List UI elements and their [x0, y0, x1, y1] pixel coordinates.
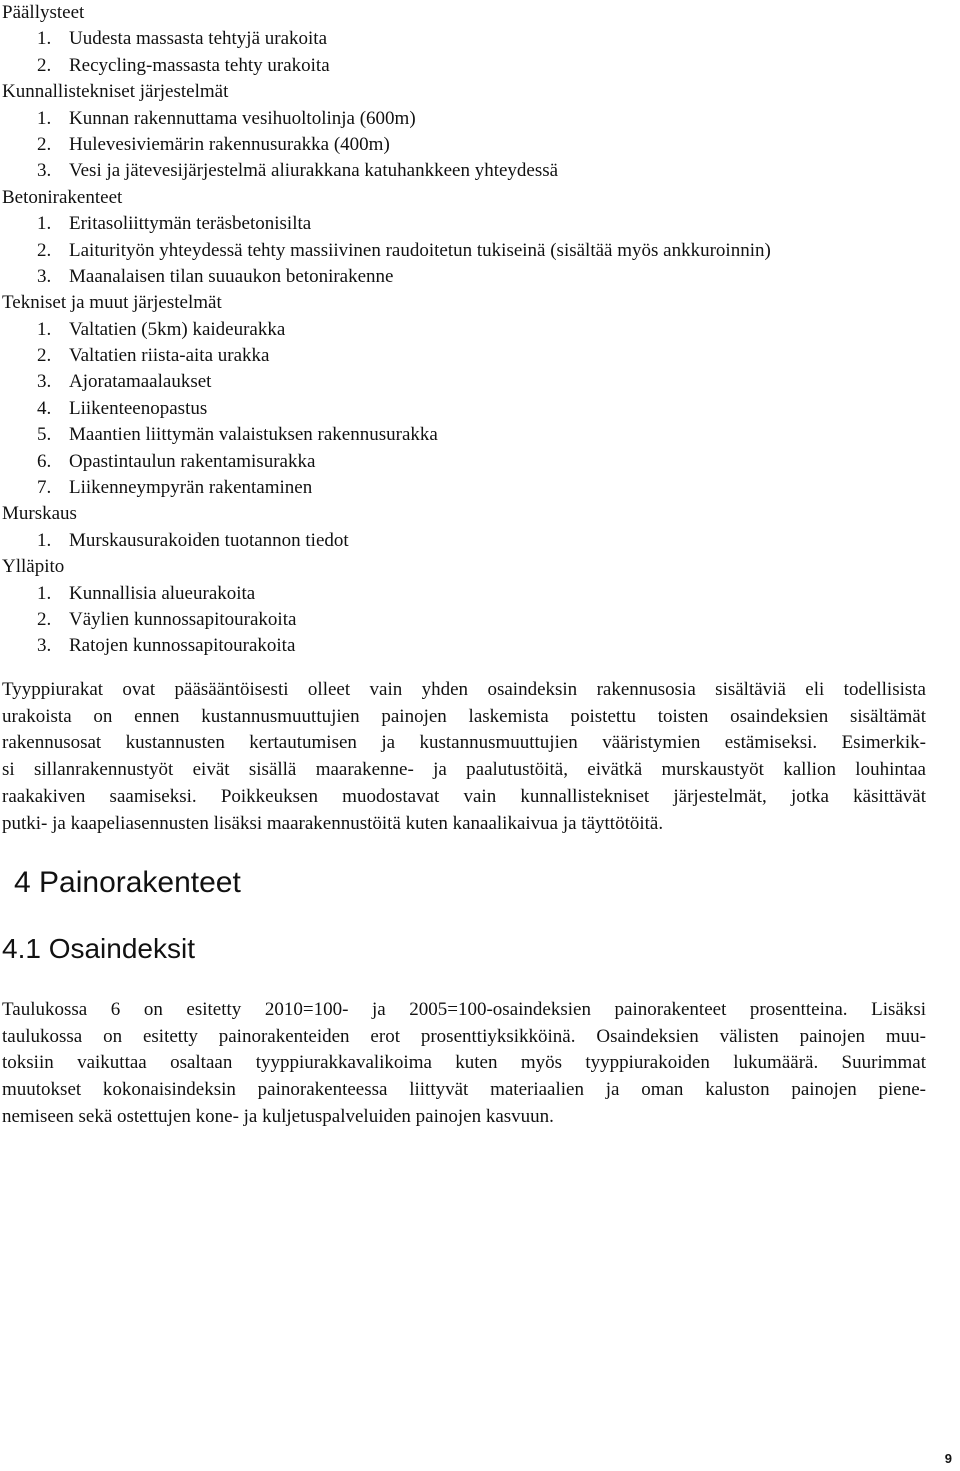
list-item: [2, 264, 771, 290]
list-item: [2, 238, 771, 264]
paragraph-line: nemiseen sekä ostettujen kone- ja kuljetuspalveluiden painojen kasvuun.: [2, 1105, 554, 1127]
list-item: [2, 369, 771, 395]
list-item-number: 2.: [37, 54, 52, 76]
paragraph-line: putki- ja kaapeliasennusten lisäksi maarakennustöitä kuten kanaalikaivua ja täyttötöitä.: [2, 812, 664, 834]
list-item-text: Väylien kunnossapitourakoita: [69, 608, 297, 630]
list-item-text: Uudesta massasta tehtyjä urakoita: [69, 28, 328, 50]
list-item-number: 1.: [37, 529, 52, 551]
list-heading: Betonirakenteet: [2, 186, 123, 208]
list-item-number: 7.: [37, 477, 52, 499]
list-heading: Päällysteet: [2, 2, 85, 23]
list-item-text: Maantien liittymän valaistuksen rakennusurakka: [69, 424, 438, 446]
list-item-number: 1.: [37, 318, 52, 340]
list-item: [2, 158, 771, 184]
list-item-number: 1.: [37, 213, 52, 235]
list-item-text: Murskausurakoiden tuotannon tiedot: [69, 529, 349, 551]
list-item-number: 4.: [37, 397, 52, 419]
list-item: [2, 581, 771, 607]
list-item: [2, 26, 771, 52]
subsection-heading: 4.1 Osaindeksit: [2, 933, 195, 964]
list-item: [2, 528, 771, 554]
list-item: [2, 422, 771, 448]
paragraph-line: toksiin vaikuttaa osaltaan tyyppiurakkavalikoima kuten myös tyyppiurakoiden lukumäärä. Suurimmat: [2, 1052, 926, 1074]
paragraph-line: si sillanrakennustyöt eivät sisällä maarakenne- ja paalutustöitä, eivätkä murskaustyöt kallion louhintaa: [2, 759, 926, 781]
list-item-text: Liikenneympyrän rakentaminen: [69, 477, 313, 499]
paragraph-line: raakakiven saamiseksi. Poikkeuksen muodostavat vain kunnallistekniset järjestelmät, jotka käsittävät: [2, 785, 926, 807]
list-item-number: 1.: [37, 28, 52, 50]
body-paragraph-1: [2, 677, 926, 837]
list-item-number: 2.: [37, 345, 52, 367]
list-item: [2, 633, 771, 659]
list-item-text: Maanalaisen tilan suuaukon betonirakenne: [69, 265, 394, 287]
list-item-text: Recycling-massasta tehty urakoita: [69, 54, 330, 76]
list-item: [2, 106, 771, 132]
list-heading: Kunnallistekniset järjestelmät: [2, 81, 229, 103]
list-item-text: Valtatien (5km) kaideurakka: [69, 318, 286, 340]
list-item: [2, 449, 771, 475]
list-item-number: 3.: [37, 160, 52, 182]
list-item-number: 2.: [37, 239, 52, 261]
list-item-text: Liikenteenopastus: [69, 397, 208, 419]
list-item-text: Vesi ja jätevesijärjestelmä aliurakkana katuhankkeen yhteydessä: [69, 160, 559, 182]
list-item-number: 3.: [37, 265, 52, 287]
list-item-number: 6.: [37, 450, 52, 472]
list-item-text: Kunnan rakennuttama vesihuoltolinja (600m): [69, 107, 416, 129]
list-item: [2, 343, 771, 369]
list-item-text: Valtatien riista-aita urakka: [69, 345, 270, 367]
list-item-number: 1.: [37, 582, 52, 604]
list-heading: Murskaus: [2, 503, 77, 525]
list-item: [2, 607, 771, 633]
list-item-number: 1.: [37, 107, 52, 129]
paragraph-line: rakennusosat kustannusten kertautumisen ja kustannusmuuttujien vääristymien estämiseksi. Esimerkik-: [2, 732, 926, 754]
page-number: 9: [944, 1451, 952, 1466]
list-item-text: Hulevesiviemärin rakennusurakka (400m): [69, 133, 390, 155]
list-item: [2, 211, 771, 237]
list-item: [2, 475, 771, 501]
list-item-text: Kunnallisia alueurakoita: [69, 582, 256, 604]
paragraph-line: muutokset kokonaisindeksin painorakenteessa liittyvät materiaalien ja oman kaluston painojen piene-: [2, 1079, 926, 1101]
list-item-number: 5.: [37, 424, 52, 446]
section-heading: 4 Painorakenteet: [14, 866, 241, 899]
list-item-text: Ajoratamaalaukset: [69, 371, 212, 393]
list-item: [2, 396, 771, 422]
list-item: [2, 53, 771, 79]
paragraph-line: Tyyppiurakat ovat pääsääntöisesti olleet vain yhden osaindeksin rakennusosia sisältäviä eli todellisista: [2, 679, 926, 700]
list-item: [2, 317, 771, 343]
body-paragraph-2: [2, 997, 926, 1131]
list-heading: Ylläpito: [2, 556, 65, 578]
list-item-text: Opastintaulun rakentamisurakka: [69, 450, 316, 472]
list-item-text: Laiturityön yhteydessä tehty massiivinen raudoitetun tukiseinä (sisältää myös ankkuroinnin): [69, 239, 771, 261]
category-list: [2, 0, 771, 660]
paragraph-line: taulukossa on esitetty painorakenteiden erot prosenttiyksikköinä. Osaindeksien välisten painojen muu-: [2, 1025, 926, 1047]
list-item-text: Ratojen kunnossapitourakoita: [69, 635, 296, 657]
list-item-text: Eritasoliittymän teräsbetonisilta: [69, 213, 312, 235]
list-item: [2, 132, 771, 158]
list-item-number: 3.: [37, 371, 52, 393]
list-heading: Tekniset ja muut järjestelmät: [2, 292, 222, 314]
list-item-number: 2.: [37, 608, 52, 630]
paragraph-line: Taulukossa 6 on esitetty 2010=100- ja 2005=100-osaindeksien painorakenteet prosentteina. Lisäksi: [2, 999, 926, 1020]
paragraph-line: urakoista on ennen kustannusmuuttujien painojen laskemista poistettu toisten osaindeksien sisältämät: [2, 705, 926, 727]
list-item-number: 3.: [37, 635, 52, 657]
list-item-number: 2.: [37, 133, 52, 155]
